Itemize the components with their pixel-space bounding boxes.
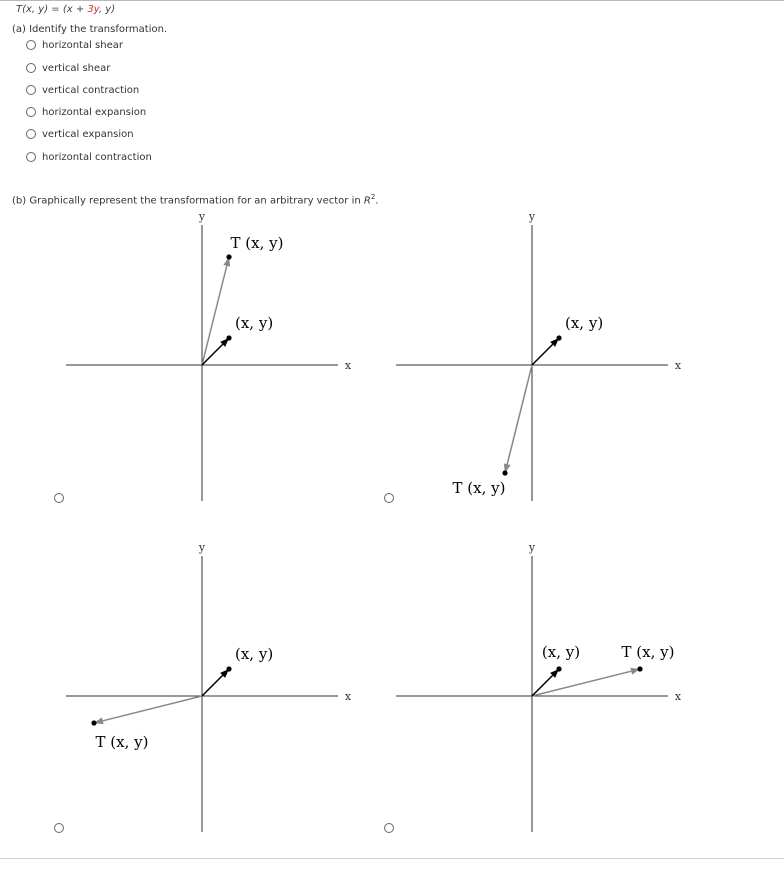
image-label: T (x, y) (452, 479, 506, 497)
option-vertical-expansion[interactable] (26, 127, 134, 141)
option-label: horizontal contraction (42, 151, 152, 163)
radio-button[interactable] (26, 107, 36, 117)
part-b-prompt-end: . (375, 195, 379, 207)
image-vector-shaft (532, 671, 631, 696)
space-symbol: R (363, 195, 371, 207)
graph-option-1-radio[interactable] (54, 493, 64, 503)
y-axis-label: y (528, 210, 536, 223)
vector-label: (x, y) (235, 645, 274, 663)
graph-option-2 (392, 205, 692, 505)
image-point (226, 254, 231, 259)
graph-option-4 (392, 536, 692, 836)
vector-label: (x, y) (565, 314, 604, 332)
original-point (556, 666, 561, 671)
image-point (637, 666, 642, 671)
option-label: vertical contraction (42, 84, 140, 96)
option-vertical-contraction[interactable] (26, 83, 139, 97)
y-axis-label: y (528, 541, 536, 554)
transformation-formula (16, 4, 115, 15)
option-label: horizontal shear (42, 39, 123, 51)
radio-button[interactable] (26, 129, 36, 139)
option-horizontal-expansion[interactable] (26, 105, 146, 119)
graph-option-4-radio[interactable] (384, 823, 394, 833)
radio-button[interactable] (26, 40, 36, 50)
y-axis-label: y (198, 210, 206, 223)
image-label: T (x, y) (621, 643, 675, 661)
original-vector-shaft (532, 344, 553, 365)
graph-option-3 (62, 536, 362, 836)
graph-option-1 (62, 205, 362, 505)
x-axis-label: x (344, 359, 352, 372)
formula-suffix: , y) (98, 4, 116, 15)
image-point (502, 470, 507, 475)
x-axis-label: x (674, 359, 682, 372)
original-point (226, 666, 231, 671)
part-b-prompt-text: (b) Graphically represent the transformation for an arbitrary vector in (12, 195, 364, 207)
original-vector-shaft (202, 675, 223, 696)
image-vector-shaft (507, 365, 532, 464)
radio-button[interactable] (26, 85, 36, 95)
radio-button[interactable] (26, 63, 36, 73)
image-vector-shaft (103, 696, 202, 721)
image-label: T (x, y) (230, 234, 284, 252)
y-axis-label: y (198, 541, 206, 554)
original-point (226, 335, 231, 340)
x-axis-label: x (674, 690, 682, 703)
image-point (91, 720, 96, 725)
formula-prefix: T(x, y) = (x + (16, 4, 88, 15)
option-label: horizontal expansion (42, 106, 147, 118)
formula-highlight: 3y (87, 4, 99, 15)
radio-button[interactable] (26, 152, 36, 162)
option-label: vertical shear (42, 62, 111, 74)
image-label: T (x, y) (95, 733, 149, 751)
option-horizontal-shear[interactable] (26, 38, 123, 52)
part-a-prompt: (a) Identify the transformation. (12, 24, 168, 35)
option-label: vertical expansion (42, 128, 134, 140)
option-horizontal-contraction[interactable] (26, 150, 152, 164)
graph-option-3-radio[interactable] (54, 823, 64, 833)
vector-label: (x, y) (235, 314, 274, 332)
x-axis-label: x (344, 690, 352, 703)
original-point (556, 335, 561, 340)
space-exponent: 2 (370, 193, 376, 201)
bottom-divider (0, 858, 784, 859)
option-vertical-shear[interactable] (26, 61, 110, 75)
graph-option-2-radio[interactable] (384, 493, 394, 503)
image-vector-shaft (202, 266, 227, 365)
top-divider (0, 0, 784, 1)
vector-label: (x, y) (541, 643, 581, 661)
